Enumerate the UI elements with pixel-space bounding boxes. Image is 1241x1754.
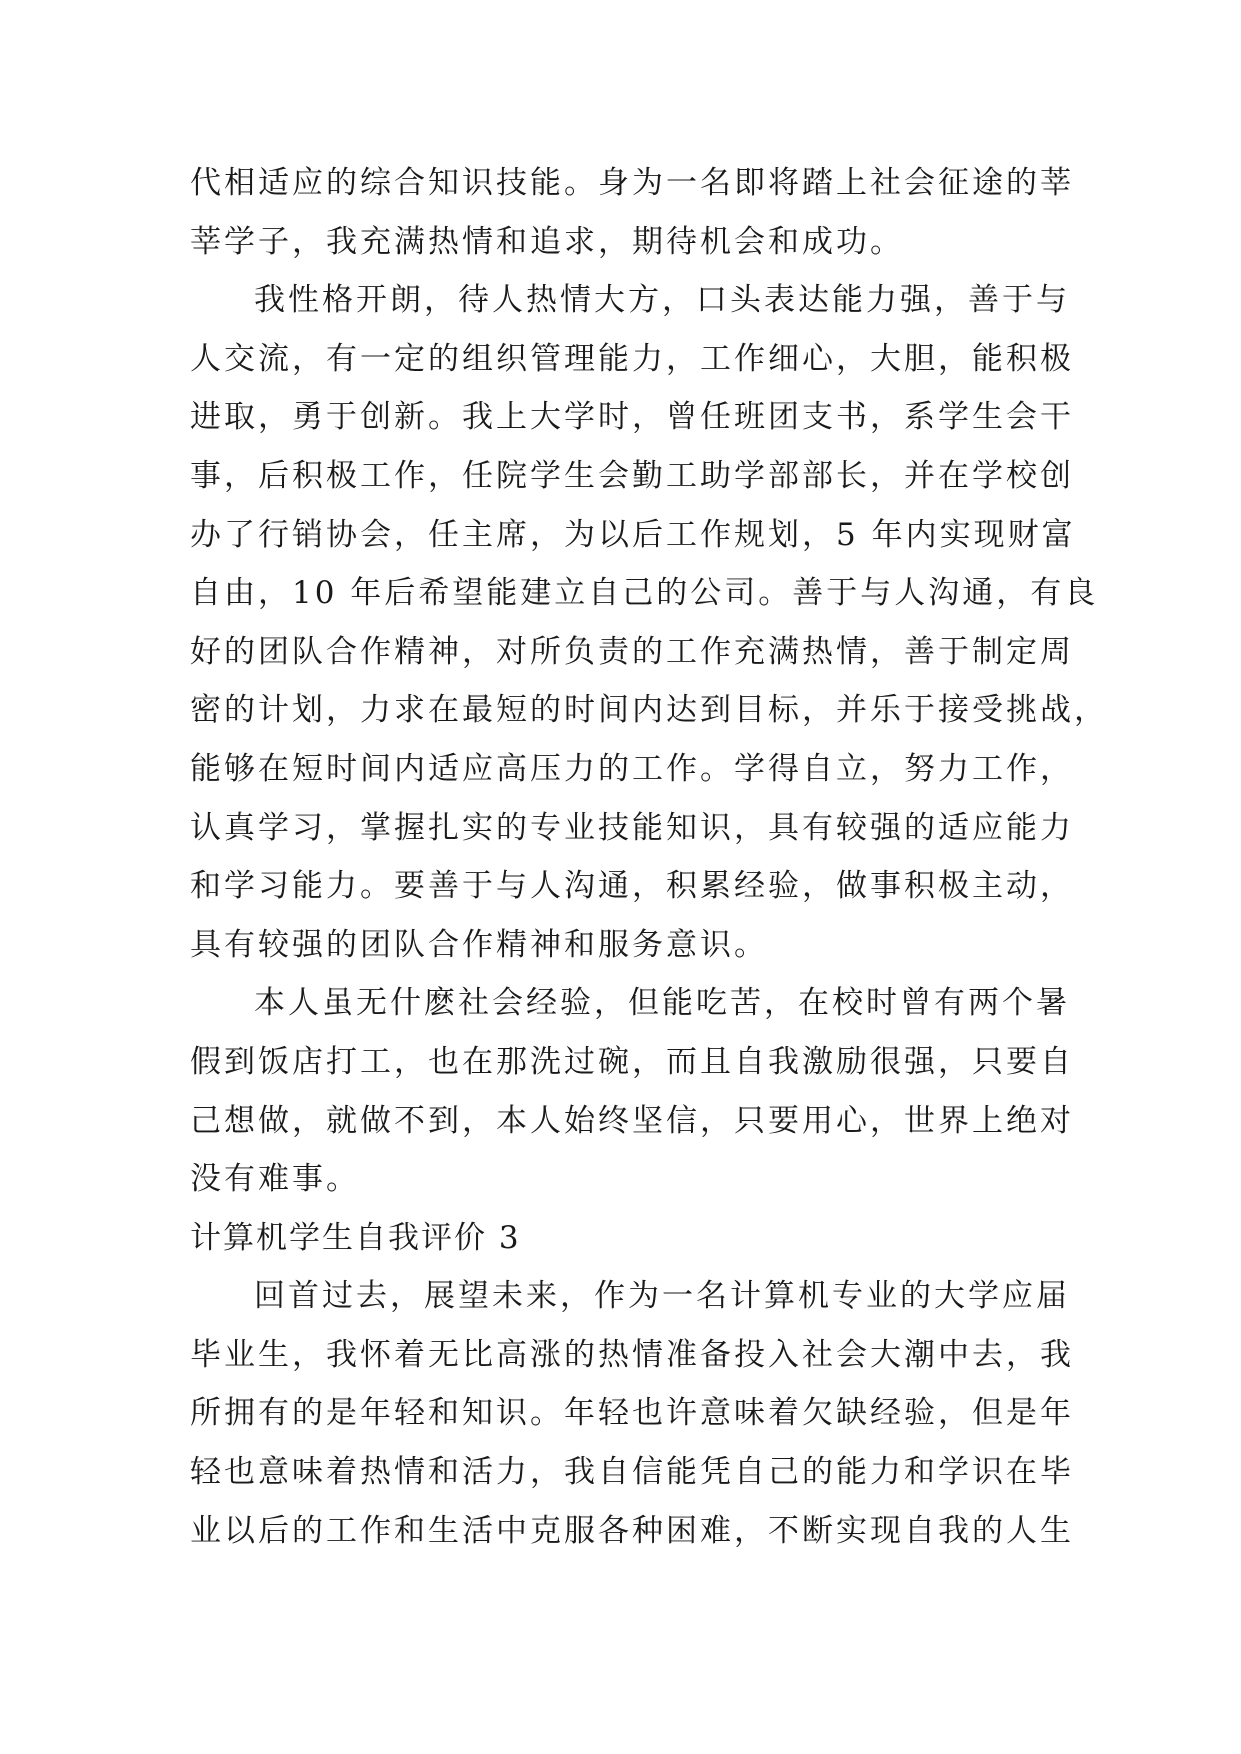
- text-line: 毕业生，我怀着无比高涨的热情准备投入社会大潮中去，我: [190, 1336, 1074, 1373]
- paragraph-section2-tail: [190, 154, 1074, 271]
- text-line: 密的计划，力求在最短的时间内达到目标，并乐于接受挑战，: [190, 692, 1108, 729]
- text-line: 没有难事。: [190, 1161, 360, 1198]
- text-line: 所拥有的是年轻和知识。年轻也许意味着欠缺经验，但是年: [190, 1395, 1074, 1432]
- text-line: 自由，10 年后希望能建立自己的公司。善于与人沟通，有良: [190, 575, 1099, 612]
- text-line: 业以后的工作和生活中克服各种困难，不断实现自我的人生: [190, 1512, 1074, 1549]
- text-line: 假到饭店打工，也在那洗过碗，而且自我激励很强，只要自: [190, 1043, 1074, 1080]
- text-line: 办了行销协会，任主席，为以后工作规划，5 年内实现财富: [190, 516, 1076, 553]
- text-line: 回首过去，展望未来，作为一名计算机专业的大学应届: [254, 1278, 1070, 1315]
- text-line: 莘学子，我充满热情和追求，期待机会和成功。: [190, 223, 904, 260]
- paragraph-section3: [190, 1267, 1074, 1560]
- text-line: 事，后积极工作，任院学生会勤工助学部部长，并在学校创: [190, 457, 1074, 494]
- text-line: 我性格开朗，待人热情大方，口头表达能力强，善于与: [254, 282, 1070, 319]
- section-heading: 计算机学生自我评价 3: [190, 1219, 521, 1256]
- text-line: 认真学习，掌握扎实的专业技能知识，具有较强的适应能力: [190, 809, 1074, 846]
- text-line: 轻也意味着热情和活力，我自信能凭自己的能力和学识在毕: [190, 1454, 1074, 1491]
- text-line: 和学习能力。要善于与人沟通，积累经验，做事积极主动，: [190, 868, 1074, 905]
- text-line: 好的团队合作精神，对所负责的工作充满热情，善于制定周: [190, 633, 1074, 670]
- text-line: 本人虽无什麽社会经验，但能吃苦，在校时曾有两个暑: [254, 985, 1070, 1022]
- text-line: 人交流，有一定的组织管理能力，工作细心，大胆，能积极: [190, 340, 1074, 377]
- paragraph-personality: [190, 271, 1108, 974]
- text-line: 具有较强的团队合作精神和服务意识。: [190, 926, 768, 963]
- document-body: [190, 154, 1108, 1560]
- paragraph-experience: [190, 974, 1074, 1208]
- text-line: 代相适应的综合知识技能。身为一名即将踏上社会征途的莘: [190, 165, 1074, 201]
- text-line: 进取，勇于创新。我上大学时，曾任班团支书，系学生会干: [190, 399, 1074, 436]
- text-line: 己想做，就做不到，本人始终坚信，只要用心，世界上绝对: [190, 1102, 1074, 1139]
- text-line: 能够在短时间内适应高压力的工作。学得自立，努力工作，: [190, 750, 1074, 787]
